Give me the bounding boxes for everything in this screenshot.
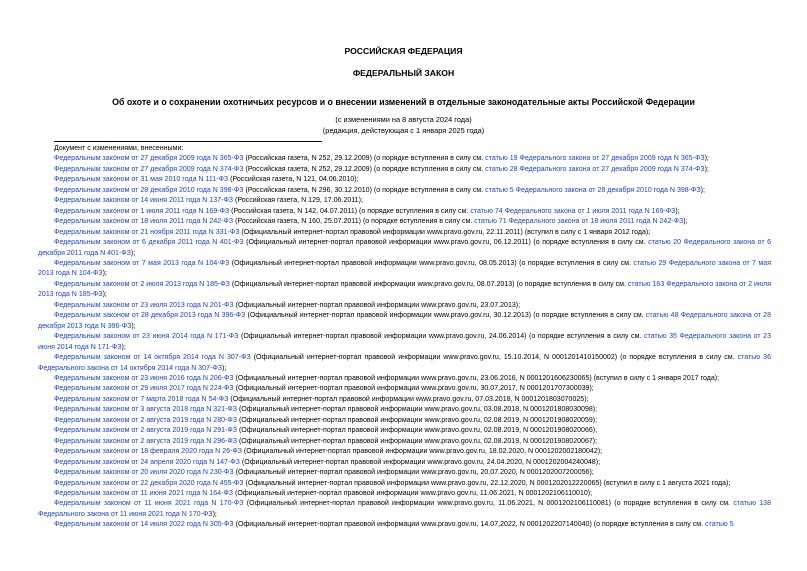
entry-tail: ); [675, 207, 680, 215]
amending-law-link[interactable]: Федеральным законом от 14 октября 2014 года N 307-ФЗ [54, 354, 251, 362]
publication-info: (Российская газета, N 252, 29.12.2009) (о порядке вступления в силу см. [243, 165, 486, 173]
amendment-entry [38, 479, 771, 489]
publication-info: (Российская газета, N 129, 17.06.2011); [233, 197, 363, 205]
effective-article-link[interactable]: статью 74 Федерального закона от 1 июля 2011 года N 169-ФЗ [470, 207, 676, 215]
amending-law-link[interactable]: Федеральным законом от 21 ноября 2011 года N 331-ФЗ [54, 228, 240, 236]
amending-law-link[interactable]: Федеральным законом от 14 июня 2011 года N 137-ФЗ [54, 197, 234, 205]
publication-info: (Официальный интернет-портал правовой информации www.pravo.gov.ru, 08.05.2013) (о порядке вступления в силу см. [229, 259, 634, 267]
amendment-entry [38, 165, 771, 175]
effective-article-link[interactable]: статью 71 Федерального закона от 18 июля 2011 года N 242-ФЗ [474, 218, 684, 226]
entry-tail: ); [221, 364, 227, 372]
edition-note: (редакция, действующая с 1 января 2025 года) [322, 126, 485, 135]
amendment-entry [38, 301, 771, 311]
publication-info: (Официальный интернет-портал правовой информации www.pravo.gov.ru, 08.07.2013) (о порядке вступления в силу см. [229, 280, 628, 288]
entry-tail: ); [704, 165, 709, 173]
publication-info: (Официальный интернет-портал правовой информации www.pravo.gov.ru, 03.08.2018, N 0001201808030098); [237, 406, 598, 414]
amendment-entry [38, 416, 771, 426]
amendment-entry [38, 447, 771, 457]
amendment-entry [38, 196, 771, 206]
effective-article-link[interactable]: статью 20 Федерального закона от 6 декабря 2011 года N 401-ФЗ [38, 239, 771, 257]
amending-law-link[interactable]: Федеральным законом от 23 июня 2014 года N 171-ФЗ [54, 333, 239, 341]
amendment-entry [38, 426, 771, 436]
publication-info: (Официальный интернет-портал правовой информации www.pravo.gov.ru, 02.08.2019, N 0001201908020067); [237, 437, 598, 445]
entry-tail: ); [683, 218, 688, 226]
entry-tail: ); [704, 155, 709, 163]
document-title: Об охоте и о сохранении охотничьих ресурсов и о внесении изменений в отдельные законодательные акты Российской Федерации [112, 97, 695, 107]
publication-info: (Официальный интернет-портал правовой информации www.pravo.gov.ru, 20.07.2020, N 0001202007200056); [233, 469, 594, 477]
effective-article-link[interactable]: статью 5 Федерального закона от 28 декабря 2010 года N 398-ФЗ [485, 186, 701, 194]
entry-tail: ); [131, 322, 136, 330]
publication-info: (Официальный интернет-портал правовой информации www.pravo.gov.ru, 06.12.2011) (о порядке вступления в силу см. [243, 239, 649, 247]
amending-law-link[interactable]: Федеральным законом от 14 июля 2022 года N 305-ФЗ [54, 521, 234, 529]
country-heading: РОССИЙСКАЯ ФЕДЕРАЦИЯ [344, 46, 463, 56]
publication-info: (Российская газета, N 296, 30.12.2010) (о порядке вступления в силу см. [243, 186, 486, 194]
entry-tail: ); [700, 186, 705, 194]
amendment-entry [38, 228, 771, 238]
amending-law-link[interactable]: Федеральным законом от 28 декабря 2013 года N 396-ФЗ [54, 312, 246, 320]
publication-info: (Официальный интернет-портал правовой информации www.pravo.gov.ru, 07.03.2018, N 0001201803070025); [228, 395, 589, 403]
amendment-entry [38, 175, 771, 185]
amendment-entry [38, 186, 771, 196]
amendment-entry [38, 437, 771, 447]
effective-article-link[interactable]: статью 163 Федерального закона от 2 июля 2013 года N 185-ФЗ [38, 280, 772, 299]
amending-law-link[interactable]: Федеральным законом от 11 июня 2021 года N 170-ФЗ [54, 500, 244, 508]
amending-law-link[interactable]: Федеральным законом от 24 апреля 2020 года N 147-ФЗ [54, 458, 240, 466]
publication-info: (Российская газета, N 142, 04.07.2011) (о порядке вступления в силу см. [229, 207, 471, 215]
amendment-entry [38, 332, 771, 353]
publication-info: (Официальный интернет-портал правовой информации www.pravo.gov.ru, 30.12.2013) (о порядке вступления в силу см. [245, 312, 646, 320]
publication-info: (Официальный интернет-портал правовой информации www.pravo.gov.ru, 23.07.2013); [233, 301, 521, 309]
amending-law-link[interactable]: Федеральным законом от 29 июля 2017 года N 224-ФЗ [54, 385, 234, 393]
amending-law-link[interactable]: Федеральным законом от 18 июля 2011 года N 242-ФЗ [54, 218, 234, 226]
publication-info: (Официальный интернет-портал правовой информации www.pravo.gov.ru, 18.02.2020, N 0001202002180042); [241, 448, 603, 456]
amending-law-link[interactable]: Федеральным законом от 7 мая 2013 года N 104-ФЗ [54, 259, 230, 267]
amendment-entry [38, 374, 771, 384]
effective-article-link[interactable]: статью 36 Федерального закона от 14 октября 2014 года N 307-ФЗ [38, 354, 772, 372]
publication-info: (Российская газета, N 252, 29.12.2009) (о порядке вступления в силу см. [243, 155, 486, 163]
divider-rule [54, 141, 322, 142]
amendments-entries [38, 154, 771, 530]
publication-info: (Официальный интернет-портал правовой информации www.pravo.gov.ru, 02.08.2019, N 0001201908020059); [237, 416, 598, 424]
amending-law-link[interactable]: Федеральным законом от 1 июля 2011 года N 169-ФЗ [54, 207, 230, 215]
publication-info: (Официальный интернет-портал правовой информации www.pravo.gov.ru, 11.06.2021, N 0001202106110081) (о порядке вступления в силу см. [243, 500, 734, 508]
amendment-entry [38, 520, 771, 530]
amending-law-link[interactable]: Федеральным законом от 6 декабря 2011 года N 401-ФЗ [54, 239, 244, 247]
amendments-list [38, 144, 771, 531]
amending-law-link[interactable]: Федеральным законом от 28 декабря 2010 года N 398-ФЗ [54, 186, 244, 194]
amending-law-link[interactable]: Федеральным законом от 18 февраля 2020 года N 26-ФЗ [54, 448, 242, 456]
amendment-entry [38, 207, 771, 217]
amendment-entry [38, 259, 771, 280]
entry-tail: ); [212, 510, 217, 518]
amending-law-link[interactable]: Федеральным законом от 7 марта 2018 года N 54-ФЗ [54, 395, 229, 403]
amending-law-link[interactable]: Федеральным законом от 2 июля 2013 года N 185-ФЗ [54, 280, 230, 288]
effective-article-link[interactable]: статью 48 Федерального закона от 28 декабря 2013 года N 396-ФЗ [38, 312, 771, 330]
amending-law-link[interactable]: Федеральным законом от 23 июля 2013 года N 201-ФЗ [54, 301, 234, 309]
amending-law-link[interactable]: Федеральным законом от 2 августа 2019 года N 296-ФЗ [54, 437, 237, 445]
publication-info: (Официальный интернет-портал правовой информации www.pravo.gov.ru, 11.06.2021, N 0001202106110010); [233, 489, 593, 497]
amendment-entry [38, 499, 771, 520]
amendment-entry [38, 154, 771, 164]
entry-tail: ); [130, 249, 136, 257]
publication-info: (Официальный интернет-портал правовой информации www.pravo.gov.ru, 22.11.2011) (вступил в силу с 1 января 2012 года); [239, 228, 651, 236]
effective-article-link[interactable]: статью 35 Федерального закона от 23 июня 2014 года N 171-ФЗ [38, 333, 771, 351]
amendment-entry [38, 405, 771, 415]
amendments-intro: Документ с изменениями, внесенными: [54, 145, 184, 152]
amending-law-link[interactable]: Федеральным законом от 3 августа 2018 года N 321-ФЗ [54, 406, 237, 414]
amending-law-link[interactable]: Федеральным законом от 22 декабря 2020 года N 455-ФЗ [54, 479, 244, 487]
amending-law-link[interactable]: Федеральным законом от 2 августа 2019 года N 291-ФЗ [54, 427, 237, 435]
amendment-entry [38, 458, 771, 468]
publication-info: (Официальный интернет-портал правовой информации www.pravo.gov.ru, 23.06.2016, N 0001201606230065) (вступил в силу с 1 января 2017 года); [233, 374, 720, 382]
amendment-entry [38, 384, 771, 394]
amending-law-link[interactable]: Федеральным законом от 11 июня 2021 года N 164-ФЗ [54, 489, 234, 497]
effective-article-link[interactable]: статью 19 Федерального закона от 27 декабря 2009 года N 365-ФЗ [485, 155, 705, 163]
doc-type-heading: ФЕДЕРАЛЬНЫЙ ЗАКОН [352, 68, 455, 78]
effective-article-link[interactable]: статью 28 Федерального закона от 27 декабря 2009 года N 374-ФЗ [485, 165, 705, 173]
publication-info: (Официальный интернет-портал правовой информации www.pravo.gov.ru, 02.08.2019, N 0001201908020066); [237, 427, 598, 435]
publication-info: (Официальный интернет-портал правовой информации www.pravo.gov.ru, 30.07.2017, N 0001201707300039); [233, 385, 594, 393]
amending-law-link[interactable]: Федеральным законом от 2 августа 2019 года N 280-ФЗ [54, 416, 237, 424]
amendment-entry [38, 353, 771, 374]
effective-article-link[interactable]: статью 138 Федерального закона от 11 июня 2021 года N 170-ФЗ [38, 500, 771, 518]
publication-info: (Официальный интернет-портал правовой информации www.pravo.gov.ru, 15.10.2014, N 0001201410150002) (о порядке вступления в силу см. [250, 354, 738, 362]
amendment-entry [38, 395, 771, 405]
publication-info: (Российская газета, N 160, 25.07.2011) (о порядке вступления в силу см. [233, 218, 475, 226]
effective-article-link[interactable]: статью 29 Федерального закона от 7 мая 2013 года N 104-ФЗ [38, 259, 772, 278]
amending-law-link[interactable]: Федеральным законом от 27 декабря 2009 года N 374-ФЗ [54, 165, 244, 173]
publication-info: (Официальный интернет-портал правовой информации www.pravo.gov.ru, 24.04.2020, N 0001202004240048); [239, 458, 601, 466]
amendment-entry [38, 280, 771, 301]
amending-law-link[interactable]: Федеральным законом от 20 июля 2020 года N 230-ФЗ [54, 469, 234, 477]
amendment-entry [38, 238, 771, 259]
entry-tail: ); [121, 343, 126, 351]
amendment-entry [38, 311, 771, 332]
amending-law-link[interactable]: Федеральным законом от 27 декабря 2009 года N 365-ФЗ [54, 155, 244, 163]
publication-info: (Российская газета, N 121, 04.06.2010); [228, 176, 359, 184]
effective-article-link[interactable]: статью 5 [705, 521, 734, 529]
amendment-entry [38, 217, 771, 227]
entry-tail: ); [102, 270, 107, 278]
publication-info: (Официальный интернет-портал правовой информации www.pravo.gov.ru, 22.12.2020, N 0001202012220065) (вступил в силу с 1 августа 2021 года); [243, 479, 731, 487]
amendment-entry [38, 468, 771, 478]
amending-law-link[interactable]: Федеральным законом от 23 июня 2016 года N 206-ФЗ [54, 374, 234, 382]
changes-note: (с изменениями на 8 августа 2024 года) [335, 115, 472, 124]
publication-info: (Официальный интернет-портал правовой информации www.pravo.gov.ru, 24.06.2014) (о порядке вступления в силу см. [238, 333, 644, 341]
amendment-entry [38, 489, 771, 499]
publication-info: (Официальный интернет-портал правовой информации www.pravo.gov.ru, 14.07.2022, N 0001202207140040) (о порядке вступления в силу см. [233, 521, 706, 529]
entry-tail: ); [102, 291, 107, 299]
amending-law-link[interactable]: Федеральным законом от 31 мая 2010 года N 111-ФЗ [54, 176, 229, 184]
